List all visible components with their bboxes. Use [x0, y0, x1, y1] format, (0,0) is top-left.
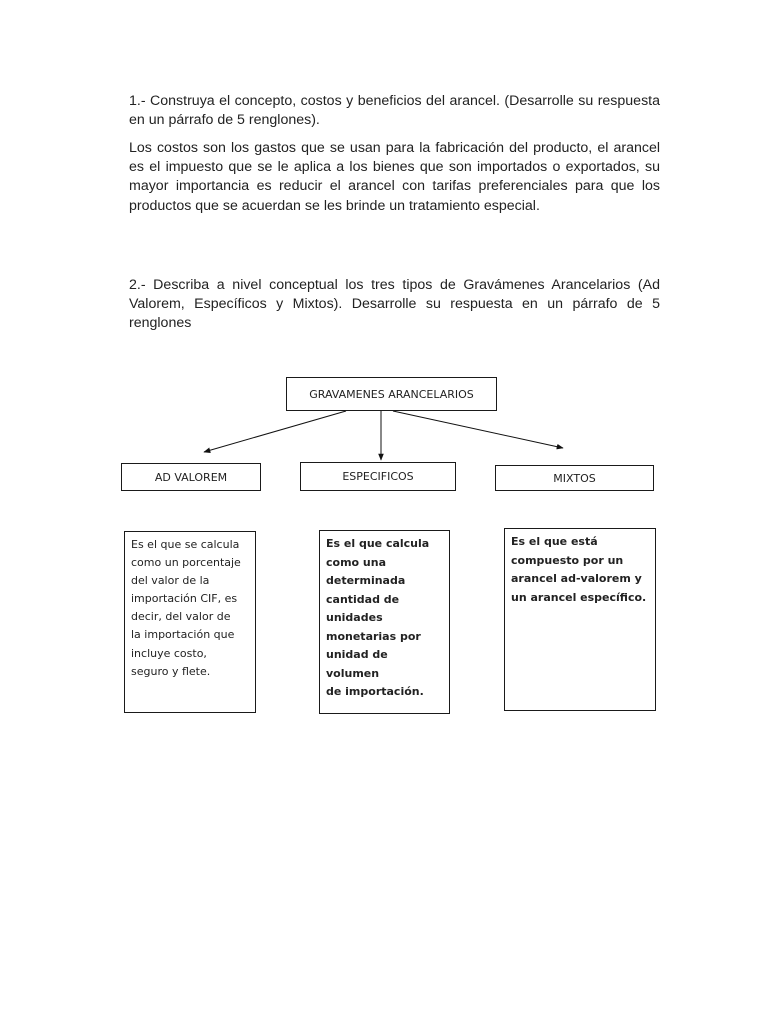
- diagram-root-box: [286, 377, 497, 411]
- description-line: como una: [326, 555, 387, 569]
- answer-1-text: Los costos son los gastos que se usan para la fabricación del producto, el arancel es el impuesto que se le aplica a los bienes que son importados o exportados, su mayor importancia es reducir el arancel con tarifas preferenciales para que los productos que se acuerdan se les brinde un tratamiento especial.: [129, 140, 660, 214]
- branch-box-especificos: [300, 462, 456, 491]
- description-line: determinada: [326, 574, 406, 587]
- description-box-especificos: [319, 530, 450, 714]
- description-line: unidades: [326, 611, 383, 624]
- description-line: monetarias por: [326, 629, 421, 643]
- arrow-to-mixtos: [393, 411, 563, 448]
- description-line: seguro y flete.: [131, 664, 211, 678]
- description-line: Es el que se calcula: [131, 538, 240, 551]
- description-line: arancel ad-valorem y: [511, 572, 642, 585]
- branch-title-ad-valorem: AD VALOREM: [154, 470, 228, 484]
- branch-box-mixtos: [495, 465, 654, 491]
- branch-title-mixtos: MIXTOS: [553, 471, 596, 485]
- diagram-root-label: GRAVAMENES ARANCELARIOS: [309, 387, 474, 401]
- description-line: la importación que: [131, 628, 235, 642]
- arrow-to-ad-valorem: [204, 411, 346, 452]
- description-line: compuesto por un: [511, 553, 624, 567]
- description-line: como un porcentaje: [131, 556, 241, 570]
- description-line: Es el que calcula: [326, 537, 430, 550]
- question-1-text: 1.- Construya el concepto, costos y beneficios del arancel. (Desarrolle su respuesta en un párrafo de 5 renglones).: [129, 93, 660, 129]
- description-line: importación CIF, es: [131, 592, 238, 606]
- description-line: decir, del valor de: [131, 610, 231, 624]
- description-box-mixtos: [504, 528, 656, 711]
- branch-box-ad-valorem: [121, 463, 261, 491]
- description-box-ad-valorem: [124, 531, 256, 713]
- description-line: de importación.: [326, 685, 424, 698]
- description-line: cantidad de: [326, 592, 400, 606]
- description-line: del valor de la: [131, 574, 210, 588]
- description-line: un arancel específico.: [511, 590, 647, 604]
- question-2-text: 2.- Describa a nivel conceptual los tres tipos de Gravámenes Arancelarios (Ad Valorem, Específicos y Mixtos). Desarrolle su respuesta en un párrafo de 5 renglones: [129, 277, 660, 332]
- description-line: unidad de volumen: [326, 648, 388, 680]
- description-line: incluye costo,: [131, 646, 207, 660]
- description-line: Es el que está: [511, 535, 598, 548]
- branch-title-especificos: ESPECIFICOS: [342, 470, 414, 483]
